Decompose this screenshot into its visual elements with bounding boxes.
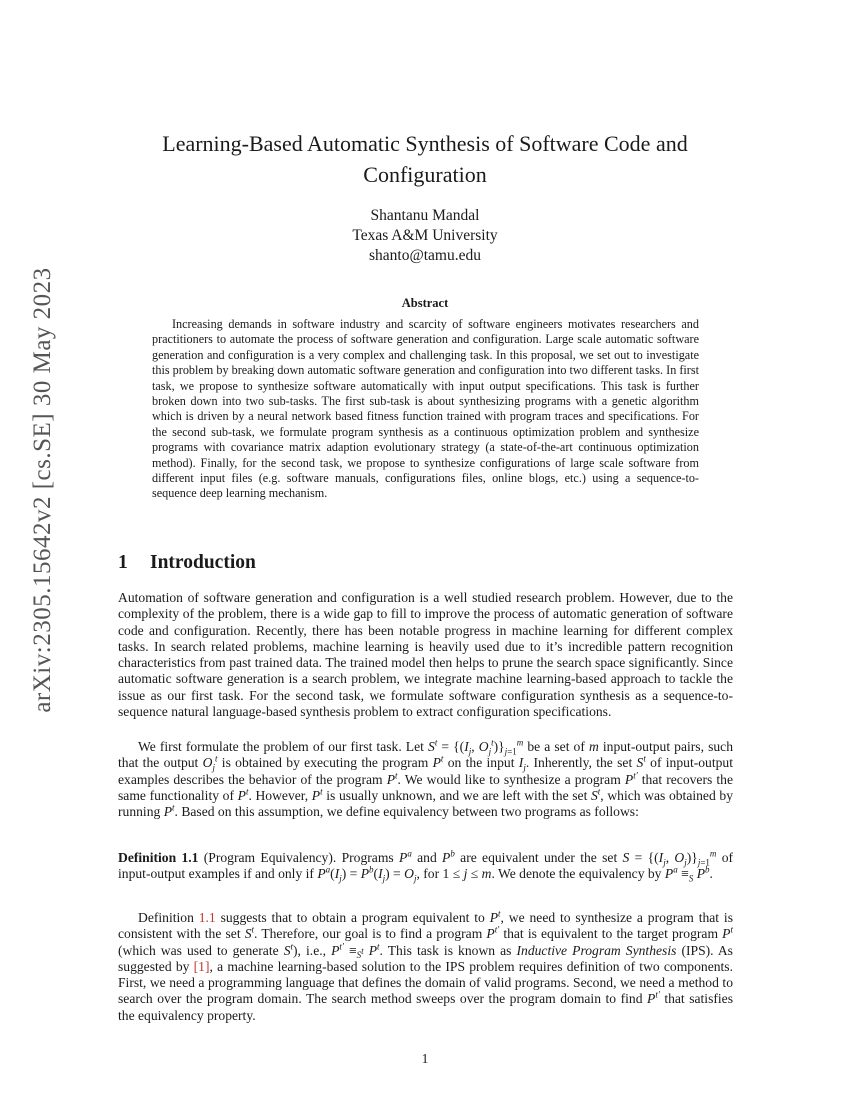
definition-1-1: Definition 1.1 (Program Equivalency). Programs $P^a$ and $P^b$ are equivalent under the set $S = \{(I_j$, $O_j)\}_{j=1}^m$ of input-output examples if and only if $P^a(I_j) = P^b(I_j) = O_j$, for 1 ≤ j ≤ m. We denote the equivalency by $P^a \equiv_S$ $P^b$. [118, 848, 734, 885]
author-block [100, 206, 750, 266]
intro-paragraph-1: Automation of software generation and configuration is a well studied research problem. However, due to the complexity of the problem, there is a wide gap to fill to improve the process of automatic generation of software code and configuration. Recently, there has been notable progress in machine learning for different complex tasks. In search related problems, machine learning is heavily used due to it’s incredible pattern recognition characteristics from past trained data. The trained model then helps to prune the search space significantly. Since automatic software generation is a search problem, we integrate machine learning-based approach to tackle the issue as our first task. For the second task, we formulate software configuration synthesis as a sequence-to-sequence natural language-based synthesis problem to extract configuration specifications. [118, 590, 733, 720]
author-name: Shantanu Mandal [370, 207, 480, 224]
paper-title [100, 128, 750, 190]
section-number: 1 [118, 552, 128, 573]
section-title: Introduction [150, 552, 256, 573]
author-email: shanto@tamu.edu [369, 247, 481, 264]
page-number: 1 [421, 1051, 429, 1066]
abstract-text: Increasing demands in software industry and scarcity of software engineers motivates researchers and practitioners to automate the process of software generation and configuration. Large scale automatic software generation and configuration is a very complex and challenging task. In this proposal, we set out to investigate this problem by breaking down automatic software generation and configuration into two different tasks. In first task, we propose to synthesize software automatically with input output specifications. This task is further broken down into two sub-tasks. The first sub-task is about synthesizing programs with a genetic algorithm which is driven by a neural network based fitness function trained with program traces and specifications. For the second sub-task, we formulate program synthesis as a continuous optimization problem and synthesize programs with covariance matrix adaption evolutionary strategy (a state-of-the-art continuous optimization method). Finally, for the second task, we propose to synthesize configurations of large scale software from different input files (e.g. software manuals, configurations files, online blogs, etc.) using a sequence-to-sequence deep learning mechanism. [152, 317, 699, 501]
intro-paragraph-3: Definition 1.1 suggests that to obtain a program equivalent to $P^t$, we need to synthesize a program that is consistent with the set $S^t$. Therefore, our goal is to find a program $P^{t'}$ that is equivalent to the target program $P^t$ (which was used to generate $S^t$), i.e., $P^{t'} \equiv_{S^t}$ $P^t$. This task is known as Inductive Program Synthesis (IPS). As suggested by [1], a machine learning-based solution to the IPS problem requires definition of two components. First, we need a programming language that defines the domain of valid programs. Second, we need a method to search over the program domain. The search method sweeps over the program domain to find $P^{t'}$ that satisfies the equivalency property. [118, 908, 734, 1023]
abstract-heading: Abstract [401, 296, 449, 310]
title-line-2: Configuration [363, 162, 487, 187]
title-line-1: Learning-Based Automatic Synthesis of Software Code and [162, 131, 688, 156]
citation-link[interactable]: [1] [193, 958, 210, 974]
intro-paragraph-2: We first formulate the problem of our first task. Let $S^t = \{(I_j$, $O_j^t)\}_{j=1}^m$ be a set of m input-output pairs, such that the output $O_j^t$ is obtained by executing the program $P^t$ on the input $I_j$. Inherently, the set $S^t$ of input-output examples describes the behavior of the program $P^t$. We would like to synthesize a program $P^{t'}$ that recovers the same functionality of $P^t$. However, $P^t$ is usually unknown, and we are left with the set $S^t$, which was obtained by running $P^t$. Based on this assumption, we define equivalency between two programs as follows: [118, 737, 733, 820]
definition-ref-link[interactable]: 1.1 [198, 910, 216, 925]
section-heading [118, 552, 256, 574]
author-affiliation: Texas A&M University [352, 227, 498, 244]
arxiv-identifier: arXiv:2305.15642v2 [cs.SE] 30 May 2023 [29, 267, 56, 713]
definition-label: Definition 1.1 [118, 850, 199, 865]
arxiv-sidebar [20, 267, 66, 713]
